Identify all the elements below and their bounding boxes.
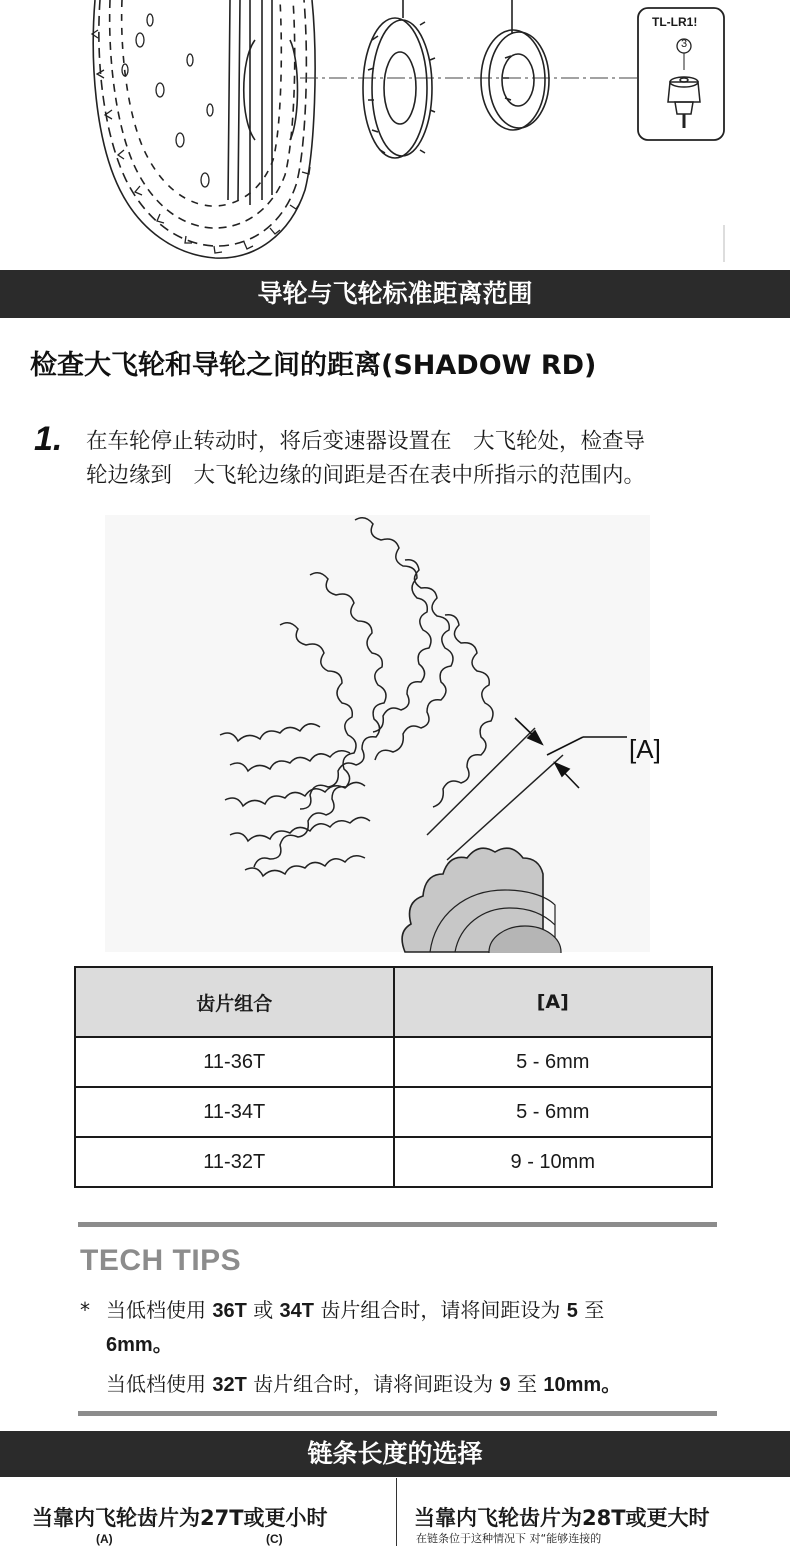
check-distance-heading: 检查大飞轮和导轮之间的距离(SHADOW RD) (30, 350, 597, 381)
tip1-text-g: 至 (584, 1298, 605, 1322)
cell-combo: 11-32T (75, 1137, 394, 1187)
tip2-text-a: 当低档使用 (106, 1372, 206, 1396)
tip1-value-5: 5 (566, 1300, 578, 1322)
table-row (75, 1087, 712, 1137)
tip1-text-c: 或 (253, 1298, 274, 1322)
table-row (75, 1037, 712, 1087)
tool-label: TL-LR1! (652, 15, 698, 29)
tech-tip-1-line1 (80, 1294, 604, 1323)
table-row (75, 1137, 712, 1187)
cell-distance: 9 - 10mm (394, 1137, 713, 1187)
label-C: (C) (266, 1532, 283, 1546)
column-divider (396, 1478, 397, 1546)
section-title: 导轮与飞轮标准距离范围 (257, 279, 533, 308)
left-column-heading: 当靠内飞轮齿片为27T或更小时 (32, 1506, 328, 1530)
tip2-text-e: 至 (517, 1372, 538, 1396)
tech-tips-bottom-rule (78, 1411, 717, 1416)
gap-range-table (74, 966, 713, 1188)
tip2-text-c: 齿片组合时，请将间距设为 (253, 1372, 494, 1396)
cell-combo: 11-34T (75, 1087, 394, 1137)
tech-tips-top-rule (78, 1222, 717, 1227)
step-text-line1: 在车轮停止转动时，将后变速器设置在 大飞轮处，检查导 (86, 429, 646, 454)
tip1-value-6mm: 6mm。 (106, 1334, 173, 1356)
cell-distance: 5 - 6mm (394, 1087, 713, 1137)
tech-tip-1-line2 (106, 1328, 173, 1357)
tip2-value-32t: 32T (212, 1374, 247, 1396)
tip2-value-9: 9 (499, 1374, 511, 1396)
tip-bullet: * (80, 1298, 90, 1322)
chain-length-title: 链条长度的选择 (307, 1439, 483, 1468)
right-column-subtext: 在链条位于这种情况下 对“能够连接的 (416, 1532, 602, 1545)
cassette-sprocket-outline (99, 0, 307, 246)
cell-combo: 11-36T (75, 1037, 394, 1087)
tech-tips-title: TECH TIPS (80, 1244, 242, 1277)
chain-length-band (0, 1431, 790, 1477)
tech-tip-2 (106, 1368, 621, 1397)
tip1-text-a: 当低档使用 (106, 1298, 206, 1322)
tip2-value-10mm: 10mm。 (543, 1374, 622, 1396)
label-A: (A) (96, 1532, 113, 1546)
cell-distance: 5 - 6mm (394, 1037, 713, 1087)
step-text-line2: 轮边缘到 大飞轮边缘的间距是否在表中所指示的范围内。 (86, 463, 646, 488)
pulley-distance-diagram (105, 515, 685, 953)
tip1-value-34t: 34T (279, 1300, 315, 1322)
table-header-row (75, 967, 712, 1037)
tool-callout-number: 3 (680, 38, 688, 50)
right-column-heading: 当靠内飞轮齿片为28T或更大时 (414, 1506, 710, 1530)
section-title-band (0, 270, 790, 318)
tip1-text-e: 齿片组合时，请将间距设为 (320, 1298, 561, 1322)
tip1-value-36t: 36T (212, 1300, 247, 1322)
dimension-label-A: [A] (629, 734, 661, 764)
header-distance-A: [A] (394, 967, 713, 1037)
step-number: 1. (34, 420, 63, 458)
cassette-exploded-figure (0, 0, 790, 268)
header-cassette-combo: 齿片组合 (75, 967, 394, 1037)
